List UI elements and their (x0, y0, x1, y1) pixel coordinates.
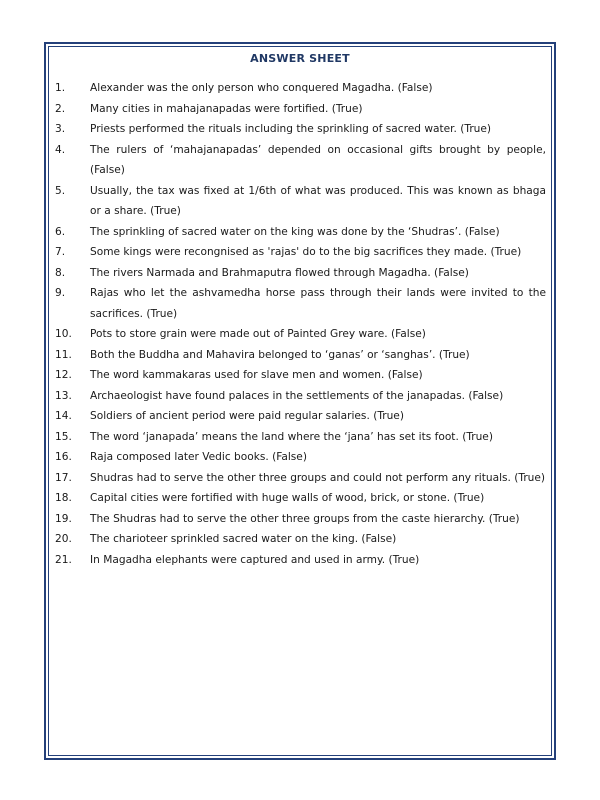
list-item (55, 283, 546, 324)
list-item (55, 550, 546, 571)
list-item (55, 242, 546, 263)
item-number: 5. (55, 184, 66, 197)
list-item (55, 140, 546, 181)
item-text: Alexander was the only person who conquered Magadha. (False) (90, 82, 433, 94)
item-text: The sprinkling of sacred water on the king was done by the ‘Shudras’. (False) (90, 225, 500, 238)
item-text: Both the Buddha and Mahavira belonged to ‘ganas’ or ‘sanghas’. (True) (90, 348, 470, 361)
list-item (55, 447, 546, 468)
list-item (55, 324, 546, 345)
page-title: ANSWER SHEET (250, 52, 350, 65)
item-text: The charioteer sprinkled sacred water on the king. (False) (90, 533, 397, 545)
item-text: The word kammakaras used for slave men and women. (False) (90, 369, 423, 381)
item-text: Raja composed later Vedic books. (False) (90, 451, 307, 463)
item-text: Archaeologist have found palaces in the settlements of the janapadas. (False) (90, 389, 504, 402)
item-number: 15. (55, 430, 72, 443)
answer-list (55, 78, 546, 570)
item-number: 4. (55, 143, 66, 156)
item-number: 12. (55, 369, 72, 381)
item-text: Priests performed the rituals including the sprinkling of sacred water. (True) (90, 123, 492, 135)
list-item (55, 488, 546, 509)
list-item (55, 263, 546, 284)
item-number: 6. (55, 225, 66, 238)
list-item (55, 78, 546, 99)
item-text: Some kings were recongnised as 'rajas' do to the big sacrifices they made. (True) (90, 246, 522, 258)
item-text: Usually, the tax was fixed at 1/6th of what was produced. This was known as bhaga or a share. (True) (90, 184, 546, 217)
item-text: The Shudras had to serve the other three groups from the caste hierarchy. (True) (90, 512, 520, 525)
list-item (55, 345, 546, 366)
item-number: 17. (55, 471, 72, 484)
item-number: 18. (55, 492, 72, 504)
list-item (55, 119, 546, 140)
item-text: Rajas who let the ashvamedha horse pass through their lands were invited to the sacrifices. (True) (90, 287, 546, 320)
item-number: 8. (55, 266, 66, 279)
list-item (55, 222, 546, 243)
item-number: 19. (55, 512, 72, 525)
list-item (55, 468, 546, 489)
item-number: 2. (55, 102, 66, 115)
item-text: The word ‘janapada’ means the land where the ‘jana’ has set its foot. (True) (90, 430, 493, 443)
list-item (55, 529, 546, 550)
item-number: 9. (55, 287, 66, 299)
item-text: Shudras had to serve the other three groups and could not perform any rituals. (True) (90, 471, 546, 484)
list-item (55, 99, 546, 120)
item-number: 16. (55, 451, 72, 463)
item-number: 3. (55, 123, 66, 135)
item-text: The rulers of ‘mahajanapadas’ depended on occasional gifts brought by people, (False) (90, 143, 546, 176)
list-item (55, 181, 546, 222)
item-text: The rivers Narmada and Brahmaputra flowed through Magadha. (False) (90, 266, 469, 279)
item-number: 1. (55, 82, 66, 94)
item-number: 11. (55, 348, 72, 361)
item-number: 7. (55, 246, 66, 258)
item-text: Pots to store grain were made out of Painted Grey ware. (False) (90, 328, 426, 340)
item-number: 10. (55, 328, 72, 340)
item-number: 13. (55, 389, 72, 402)
list-item (55, 365, 546, 386)
item-text: In Magadha elephants were captured and used in army. (True) (90, 553, 420, 566)
list-item (55, 406, 546, 427)
item-text: Soldiers of ancient period were paid regular salaries. (True) (90, 410, 404, 422)
list-item (55, 509, 546, 530)
item-text: Capital cities were fortified with huge walls of wood, brick, or stone. (True) (90, 492, 485, 504)
item-number: 14. (55, 410, 72, 422)
list-item (55, 386, 546, 407)
item-number: 21. (55, 553, 72, 566)
list-item (55, 427, 546, 448)
item-number: 20. (55, 533, 72, 545)
item-text: Many cities in mahajanapadas were fortified. (True) (90, 102, 363, 115)
